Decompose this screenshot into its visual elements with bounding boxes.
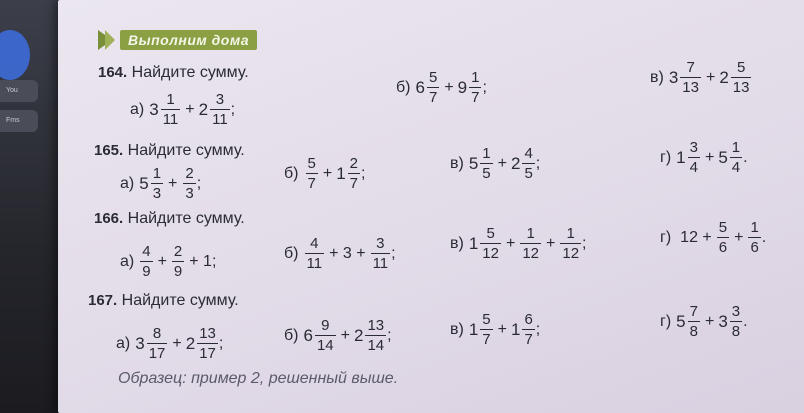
- problem-167-b: [284, 318, 392, 353]
- item-label: б): [284, 164, 299, 182]
- fraction: [469, 70, 481, 105]
- numerator: 3: [376, 235, 385, 252]
- fraction: [520, 226, 541, 261]
- numerator: 1: [471, 69, 480, 86]
- fraction: [197, 326, 218, 361]
- end-mark: ;: [387, 326, 392, 344]
- denominator: 8: [731, 323, 741, 340]
- item-label: г): [660, 312, 672, 330]
- numerator: 3: [689, 139, 698, 156]
- problem-165-a: [120, 166, 201, 201]
- numerator: 4: [310, 235, 319, 252]
- operator: +: [157, 252, 167, 270]
- fraction: [730, 140, 742, 175]
- whole-part: 2: [185, 333, 196, 353]
- numerator: 5: [482, 311, 491, 328]
- numerator: 3: [731, 303, 741, 320]
- numerator: 13: [367, 317, 385, 334]
- numerator: 5: [486, 225, 495, 242]
- numerator: 2: [185, 165, 194, 182]
- whole-part: 5: [468, 153, 479, 173]
- numerator: 13: [199, 325, 216, 342]
- denominator: 6: [718, 239, 728, 256]
- problem-166-b: [284, 236, 396, 271]
- item-label: г): [660, 148, 672, 166]
- whole-part: 6: [303, 325, 313, 345]
- problem-number: 167.: [88, 292, 118, 309]
- whole-part: 2: [510, 153, 521, 173]
- numerator: 5: [307, 155, 316, 172]
- end-mark: .: [761, 228, 767, 246]
- fraction: [306, 156, 318, 191]
- numerator: 3: [215, 91, 225, 108]
- denominator: 7: [428, 89, 438, 106]
- problem-prompt: Найдите сумму.: [131, 64, 249, 81]
- denominator: 7: [307, 175, 316, 192]
- denominator: 11: [212, 111, 228, 128]
- whole-part: 1: [676, 147, 686, 167]
- end-mark: ;: [230, 100, 236, 118]
- whole-part: 2: [719, 67, 729, 87]
- numerator: 1: [731, 139, 741, 156]
- fraction: [183, 166, 195, 201]
- sample-note: Образец: пример 2, решенный выше.: [118, 370, 399, 387]
- fraction: [147, 326, 168, 361]
- whole-part: 2: [354, 325, 364, 345]
- fraction: [731, 60, 752, 95]
- fraction: [680, 60, 701, 95]
- operator: +: [505, 234, 516, 252]
- fraction: [480, 146, 492, 181]
- problem-165-d: [660, 140, 748, 175]
- fraction: [140, 244, 152, 279]
- whole-part: 5: [139, 173, 149, 193]
- whole-part: 5: [718, 147, 728, 167]
- end-mark: ;: [361, 164, 366, 182]
- end-mark: ;: [482, 78, 487, 96]
- denominator: 3: [185, 185, 194, 202]
- fraction: [151, 166, 163, 201]
- fraction: [688, 304, 700, 339]
- numerator: 4: [524, 145, 533, 162]
- denominator: 17: [199, 345, 216, 362]
- numerator: 1: [750, 219, 759, 236]
- end-mark: ;: [218, 334, 224, 352]
- denominator: 9: [142, 263, 151, 280]
- item-label: а): [130, 100, 145, 118]
- numerator: 4: [142, 243, 151, 260]
- chevron-icon-inner: [105, 30, 115, 50]
- numerator: 5: [736, 59, 746, 76]
- operator: +: [704, 148, 715, 166]
- denominator: 6: [750, 239, 759, 256]
- denominator: 14: [367, 337, 385, 354]
- operator: +: [168, 174, 178, 192]
- problem-165-b: [284, 156, 365, 191]
- denominator: 11: [306, 255, 323, 272]
- fraction: [730, 304, 742, 339]
- denominator: 5: [524, 165, 533, 182]
- fraction: [172, 244, 184, 279]
- fraction: [305, 236, 325, 271]
- end-mark: ;: [535, 154, 541, 172]
- numerator: 1: [482, 145, 491, 162]
- operator: +: [497, 154, 507, 172]
- numerator: 7: [686, 59, 695, 76]
- denominator: 11: [162, 111, 179, 128]
- operator: +: [322, 164, 333, 182]
- problem-number: 166.: [94, 210, 124, 227]
- fraction: [522, 312, 534, 347]
- item-label: а): [120, 252, 135, 270]
- problem-164-a: [130, 92, 235, 127]
- denominator: 13: [732, 79, 750, 96]
- problem-166-heading: [94, 210, 245, 228]
- problem-167-d: [660, 304, 748, 339]
- fraction: [748, 220, 760, 255]
- whole-part: 1: [468, 233, 479, 253]
- item-label: в): [450, 234, 464, 252]
- whole-part: 5: [676, 311, 686, 331]
- item-label: а): [116, 334, 131, 352]
- denominator: 5: [482, 165, 491, 182]
- whole-part: 1: [336, 163, 346, 183]
- whole-part: 6: [415, 77, 425, 97]
- section-title: Выполним дома: [120, 30, 257, 50]
- whole-part: 2: [198, 99, 209, 119]
- numerator: 1: [152, 165, 162, 182]
- item-label: б): [284, 326, 299, 344]
- problem-prompt: Найдите сумму.: [121, 292, 239, 309]
- problem-prompt: Найдите сумму.: [127, 210, 245, 227]
- numerator: 6: [524, 311, 533, 328]
- textbook-page: [58, 0, 804, 413]
- numerator: 1: [166, 91, 175, 108]
- operator: +: [340, 326, 350, 344]
- item-label: б): [396, 78, 411, 96]
- problem-164-c: [650, 60, 752, 95]
- problem-number: 165.: [94, 142, 124, 159]
- item-label: а): [120, 174, 135, 192]
- side-label-a: You: [0, 80, 38, 102]
- fraction: [315, 318, 336, 353]
- denominator: 12: [562, 245, 580, 262]
- fraction: [480, 226, 501, 261]
- whole-part: 9: [457, 77, 468, 97]
- numerator: 1: [566, 225, 575, 242]
- operator: +: [497, 320, 507, 338]
- denominator: 7: [349, 175, 358, 192]
- fraction: [560, 226, 581, 261]
- whole-part: 3: [135, 333, 145, 353]
- denominator: 8: [689, 323, 698, 340]
- fraction: [161, 92, 181, 127]
- item-label: г): [660, 228, 672, 246]
- middle-text: + 3 +: [329, 244, 366, 262]
- problem-166-d: [660, 220, 766, 255]
- problem-167-c: [450, 312, 540, 347]
- problem-164-heading: [98, 64, 249, 82]
- end-mark: .: [743, 312, 748, 330]
- problem-number: 164.: [98, 64, 128, 81]
- problem-166-c: [450, 226, 587, 261]
- end-mark: ;: [535, 320, 541, 338]
- whole-part: 1: [510, 319, 521, 339]
- operator: +: [172, 334, 182, 352]
- problem-prompt: Найдите сумму.: [127, 142, 245, 159]
- side-label-b: Fms: [0, 110, 38, 132]
- operator: +: [704, 312, 715, 330]
- fraction: [348, 156, 360, 191]
- denominator: 4: [731, 159, 741, 176]
- denominator: 12: [522, 245, 540, 262]
- whole-part: 3: [718, 311, 728, 331]
- operator: +: [705, 68, 716, 86]
- problem-165-c: [450, 146, 540, 181]
- fraction: [210, 92, 230, 127]
- operator: +: [444, 78, 454, 96]
- problem-166-a: [120, 244, 220, 279]
- numerator: 1: [526, 225, 535, 242]
- problem-164-b: [396, 70, 487, 105]
- whole-part: 3: [668, 67, 679, 87]
- numerator: 9: [321, 317, 330, 334]
- tail-text: + 1;: [189, 252, 217, 270]
- fraction: [365, 318, 386, 353]
- whole-part: 3: [149, 99, 159, 119]
- numerator: 8: [152, 325, 162, 342]
- denominator: 13: [682, 79, 699, 96]
- denominator: 7: [471, 89, 480, 106]
- operator: +: [546, 234, 556, 252]
- numerator: 5: [428, 69, 438, 86]
- problem-167-a: [116, 326, 223, 361]
- end-mark: .: [743, 148, 748, 166]
- denominator: 7: [482, 331, 491, 348]
- problem-165-heading: [94, 142, 245, 160]
- denominator: 17: [148, 345, 166, 362]
- numerator: 2: [349, 155, 358, 172]
- fraction: [688, 140, 700, 175]
- problem-167-heading: [88, 292, 239, 310]
- denominator: 3: [152, 185, 162, 202]
- head-text: 12 +: [680, 228, 712, 246]
- denominator: 14: [316, 337, 334, 354]
- fraction: [522, 146, 534, 181]
- fraction: [427, 70, 439, 105]
- end-mark: ;: [391, 244, 396, 262]
- end-mark: ;: [582, 234, 587, 252]
- numerator: 2: [173, 243, 183, 260]
- blue-object: [0, 30, 30, 80]
- denominator: 12: [482, 245, 499, 262]
- item-label: в): [450, 320, 464, 338]
- item-label: в): [450, 154, 464, 172]
- fraction: [717, 220, 729, 255]
- numerator: 7: [689, 303, 698, 320]
- item-label: б): [284, 244, 299, 262]
- operator: +: [185, 100, 195, 118]
- operator: +: [734, 228, 744, 246]
- fraction: [480, 312, 492, 347]
- denominator: 11: [372, 255, 389, 272]
- item-label: в): [650, 68, 664, 86]
- denominator: 7: [524, 331, 533, 348]
- numerator: 5: [718, 219, 728, 236]
- denominator: 9: [173, 263, 183, 280]
- whole-part: 1: [468, 319, 479, 339]
- denominator: 4: [689, 159, 698, 176]
- end-mark: ;: [196, 174, 202, 192]
- fraction: [371, 236, 391, 271]
